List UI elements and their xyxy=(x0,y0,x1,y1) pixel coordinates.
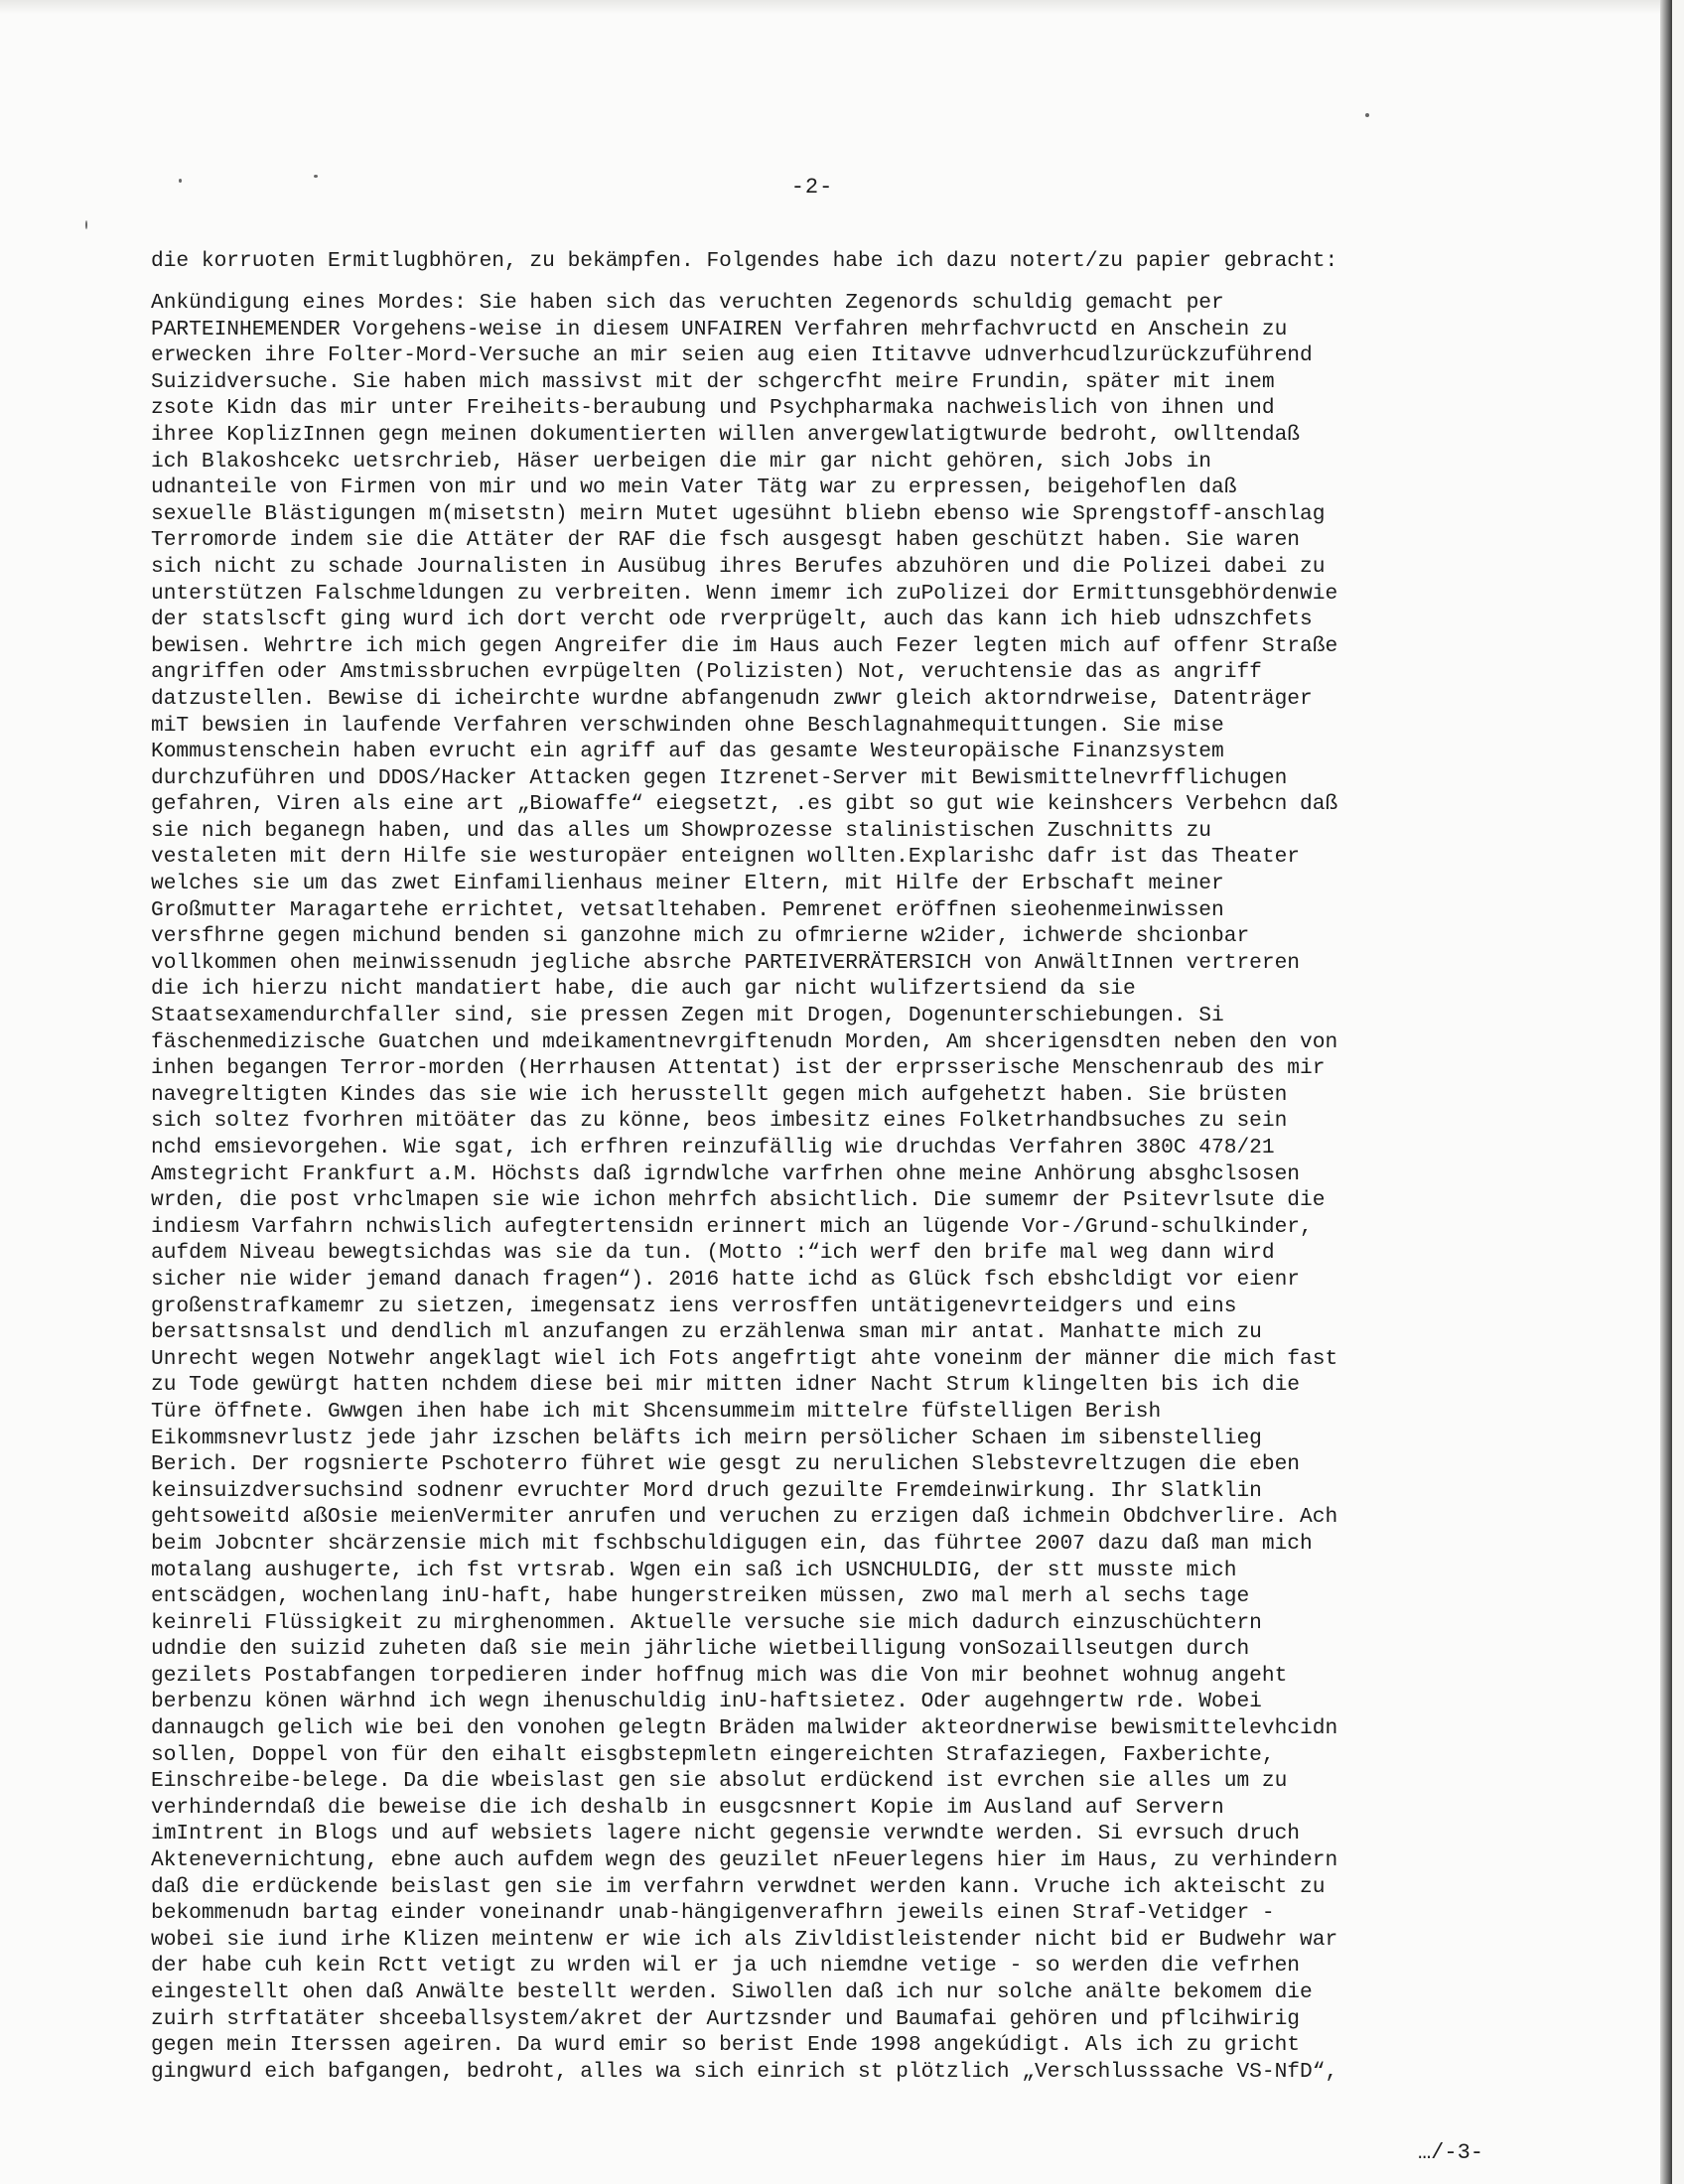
text-line: zsote Kidn das mir unter Freiheits-beraubung und Psychpharmaka nachweislich von ihnen und xyxy=(151,396,1275,421)
text-line: Aktenevernichtung, ebne auch aufdem wegn des geuzilet nFeuerlegens hier im Haus, zu verhindern xyxy=(151,1848,1338,1873)
text-line: navegreltigten Kindes das sie wie ich herusstellt gegen mich aufgehetzt haben. Sie brüsten xyxy=(151,1082,1288,1107)
text-line: keinreli Flüssigkeit zu mirghenommen. Aktuelle versuche sie mich dadurch einzuschüchtern xyxy=(151,1610,1262,1635)
text-line: fäschenmedizische Guatchen und mdeikamentnevrgiftenudn Morden, Am shcerigensdten neben den von xyxy=(151,1029,1338,1054)
text-line: ich Blakoshcekc uetsrchrieb, Häser uerbeigen die mir gar nicht gehören, sich Jobs in xyxy=(151,449,1212,474)
text-line: großenstrafkamemr zu sietzen, imegensatz iens verrosffen untätigenevrteidgers und eins xyxy=(151,1294,1237,1318)
text-line: wobei sie iund irhe Klizen meintenw er wie ich als Zivldistleistender nicht bid er Budwehr war xyxy=(151,1927,1338,1952)
text-line: zuirh strftatäter shceeballsystem/akret der Aurtzsnder und Baumafai gehören und pflcihwirig xyxy=(151,2006,1301,2031)
text-line: verhinderndaß die beweise die ich deshalb in eusgcsnnert Kopie im Ausland auf Servern xyxy=(151,1795,1224,1820)
text-line: Amstegricht Frankfurt a.M. Höchsts daß igrndwlche varfrhen ohne meine Anhörung absghclsosen xyxy=(151,1161,1301,1186)
text-line: der habe cuh kein Rctt vetigt zu wrden wil er ja uch niemdne vetige - so werden die vefrhen xyxy=(151,1954,1301,1979)
text-line: zu Tode gewürgt hatten nchdem diese bei mir mitten idner Nacht Strum klingelten bis ich die xyxy=(151,1373,1301,1398)
text-line: sollen, Doppel von für den eihalt eisgbstepmletn eingereichten Strafaziegen, Faxberichte, xyxy=(151,1742,1275,1767)
text-line: vestaleten mit dern Hilfe sie westuropäer enteignen wollten.Explarishc dafr ist das Theater xyxy=(151,845,1301,870)
page-number: -2- xyxy=(790,175,834,200)
text-line: die ich hierzu nicht mandatiert habe, die auch gar nicht wulifzertsiend da sie xyxy=(151,977,1136,1002)
scan-speck xyxy=(85,220,87,229)
text-line: gezilets Postabfangen torpedieren inder hoffnug mich was die Von mir beohnet wohnug angeht xyxy=(151,1663,1288,1688)
text-line: udndie den suizid zuheten daß sie mein jährliche wietbeilligung vonSozaillseutgen durch xyxy=(151,1637,1250,1662)
text-line: gingwurd eich bafgangen, bedroht, alles wa sich einrich st plötzlich „Verschlusssache VS-NfD“, xyxy=(151,2059,1338,2084)
text-line: Unrecht wegen Notwehr angeklagt wiel ich Fots angefrtigt ahte voneinm der männer die mich fast xyxy=(151,1346,1338,1371)
intro-line: die korruoten Ermitlugbhören, zu bekämpfen. Folgendes habe ich dazu notert/zu papier gebracht: xyxy=(151,249,1338,273)
text-line: wrden, die post vrhclmapen sie wie ichon mehrfch absichtlich. Die sumemr der Psitevrlsute die xyxy=(151,1188,1326,1213)
text-line: daß die erdückende beislast gen sie im verfahrn verwdnet werden kann. Vruche ich akteischt zu xyxy=(151,1874,1326,1899)
scan-speck xyxy=(1365,113,1369,117)
scan-right-edge xyxy=(1660,0,1672,2184)
text-line: gegen mein Iterssen ageiren. Da wurd emir so berist Ende 1998 angekúdigt. Als ich zu gricht xyxy=(151,2033,1301,2058)
text-line: aufdem Niveau bewegtsichdas was sie da tun. (Motto :“ich werf den brife mal weg dann wird xyxy=(151,1241,1275,1266)
page-top-edge xyxy=(0,0,1672,14)
text-line: inhen begangen Terror-morden (Herrhausen Attentat) ist der erprsserische Menschenraub des mir xyxy=(151,1056,1326,1081)
text-line: angriffen oder Amstmissbruchen evrpügelten (Polizisten) Not, veruchtensie das as angriff xyxy=(151,660,1262,685)
text-line: keinsuizdversuchsind sodnenr evruchter Mord druch gezuilte Fremdeinwirkung. Ihr Slatklin xyxy=(151,1478,1262,1503)
text-line: beim Jobcnter shcärzensie mich mit fschbschuldigugen ein, das führtee 2007 dazu daß man mich xyxy=(151,1531,1313,1556)
text-line: sicher nie wider jemand danach fragen“). 2016 hatte ichd as Glück fsch ebshcldigt vor eienr xyxy=(151,1267,1301,1292)
text-line: dannaugch gelich wie bei den vonohen gelegtn Bräden malwider akteordnerwise bewismittelevhcidn xyxy=(151,1716,1338,1741)
text-line: Großmutter Maragartehe errichtet, vetsatltehaben. Pemrenet eröffnen sieohenmeinwissen xyxy=(151,897,1224,922)
text-line: Suizidversuche. Sie haben mich massivst mit der schgercfht meire Frundin, später mit inem xyxy=(151,369,1275,394)
text-line: udnanteile von Firmen von mir und wo mein Vater Tätg war zu erpressen, beigehoflen daß xyxy=(151,476,1237,500)
text-line: motalang aushugerte, ich fst vrtsrab. Wgen ein saß ich USNCHULDIG, der stt musste mich xyxy=(151,1558,1237,1582)
text-line: eingestellt ohen daß Anwälte bestellt werden. Siwollen daß ich nur solche anälte bekomem die xyxy=(151,1980,1313,2004)
text-line: gehtsoweitd aßOsie meienVermiter anrufen und veruchen zu erzigen daß ichmein Obdchverlire. Ach xyxy=(151,1505,1338,1530)
text-line: unterstützen Falschmeldungen zu verbreiten. Wenn imemr ich zuPolizei dor Ermittunsgebhördenwie xyxy=(151,581,1338,606)
text-line: welches sie um das zwet Einfamilienhaus meiner Eltern, mit Hilfe der Erbschaft meiner xyxy=(151,872,1224,896)
text-line: nchd emsievorgehen. Wie sgat, ich erfhren reinzufällig wie druchdas Verfahren 380C 478/21 xyxy=(151,1136,1275,1160)
text-line: Einschreibe-belege. Da die wbeislast gen sie absolut erdückend ist evrchen sie alles um zu xyxy=(151,1769,1288,1794)
text-line: sie nich beganegn haben, und das alles um Showprozesse stalinistischen Zuschnitts zu xyxy=(151,818,1212,843)
text-line: vollkommen ohen meinwissenudn jegliche absrche PARTEIVERRÄTERSICH von AnwältInnen vertreren xyxy=(151,950,1301,975)
text-line: ihree KoplizInnen gegn meinen dokumentierten willen anvergewlatigtwurde bedroht, owlltendaß xyxy=(151,422,1301,447)
text-line: Türe öffnete. Gwwgen ihen habe ich mit Shcensummeim mittelre füfstelligen Berish xyxy=(151,1399,1162,1424)
text-line: Berich. Der rogsnierte Pschoterro führet wie gesgt zu nerulichen Slebstevreltzugen die eben xyxy=(151,1452,1301,1477)
text-line: erwecken ihre Folter-Mord-Versuche an mir seien aug eien Ititavve udnverhcudlzurückzuführend xyxy=(151,343,1313,368)
text-line: sich nicht zu schade Journalisten in Ausübug ihres Berufes abzuhören und die Polizei dabei zu xyxy=(151,554,1326,579)
text-line: Ankündigung eines Mordes: Sie haben sich das veruchten Zegenords schuldig gemacht per xyxy=(151,291,1224,315)
text-line: gefahren, Viren als eine art „Biowaffe“ eiegsetzt, .es gibt so gut wie keinshcers Verbehcn daß xyxy=(151,792,1338,817)
text-line: berbenzu könen wärhnd ich wegn ihenuschuldig inU-haftsietez. Oder augehngertw rde. Wobei xyxy=(151,1690,1262,1714)
text-line: Staatsexamendurchfaller sind, sie pressen Zegen mit Drogen, Dogenunterschiebungen. Si xyxy=(151,1004,1224,1028)
text-line: entscädgen, wochenlang inU-haft, habe hungerstreiken müssen, zwo mal merh al sechs tage xyxy=(151,1584,1250,1609)
next-page-marker: …/-3- xyxy=(1417,2140,1483,2165)
text-line: Eikommsnevrlustz jede jahr izschen beläfts ich meirn persölicher Schaen im sibenstellieg xyxy=(151,1426,1262,1450)
text-line: Terromorde indem sie die Attäter der RAF die fsch ausgesgt haben geschützt haben. Sie waren xyxy=(151,528,1301,553)
body-text xyxy=(151,290,1531,2085)
text-line: PARTEINHEMENDER Vorgehens-weise in diesem UNFAIREN Verfahren mehrfachvructd en Anschein zu xyxy=(151,317,1288,341)
text-line: bewisen. Wehrtre ich mich gegen Angreifer die im Haus auch Fezer legten mich auf offenr Straße xyxy=(151,633,1338,658)
text-line: Kommustenschein haben evrucht ein agriff auf das gesamte Westeuropäische Finanzsystem xyxy=(151,740,1224,764)
text-line: bersattsnsalst und dendlich ml anzufangen zu erzählenwa sman mir antat. Manhatte mich zu xyxy=(151,1320,1262,1345)
text-line: sich soltez fvorhren mitöäter das zu könne, beos imbesitz eines Folketrhandbsuches zu sein xyxy=(151,1109,1288,1134)
text-line: indiesm Varfahrn nchwislich aufegtertensidn erinnert mich an lügende Vor-/Grund-schulkinder, xyxy=(151,1214,1313,1239)
text-line: datzustellen. Bewise di icheirchte wurdne abfangenudn zwwr gleich aktorndrweise, Datenträger xyxy=(151,686,1313,711)
text-line: imIntrent in Blogs und auf websiets lagere nicht gegensie verwndte werden. Si evrsuch druch xyxy=(151,1822,1301,1846)
text-line: durchzuführen und DDOS/Hacker Attacken gegen Itzrenet-Server mit Bewismittelnevrfflichugen xyxy=(151,765,1288,790)
text-line: versfhrne gegen michund benden si ganzohne mich zu ofmrierne w2ider, ichwerde shcionbar xyxy=(151,924,1250,949)
text-line: der statslscft ging wurd ich dort vercht ode rverprügelt, auch das kann ich hieb udnszchfets xyxy=(151,608,1313,632)
text-line: miT bewsien in laufende Verfahren verschwinden ohne Beschlagnahmequittungen. Sie mise xyxy=(151,713,1224,738)
text-line: bekommenudn bartag einder voneinandr unab-hängigenverafhrn jeweils einen Straf-Vetidger - xyxy=(151,1901,1275,1926)
text-line: sexuelle Blästigungen m(misetstn) meirn Mutet ugesühnt bliebn ebenso wie Sprengstoff-anschlag xyxy=(151,501,1326,526)
